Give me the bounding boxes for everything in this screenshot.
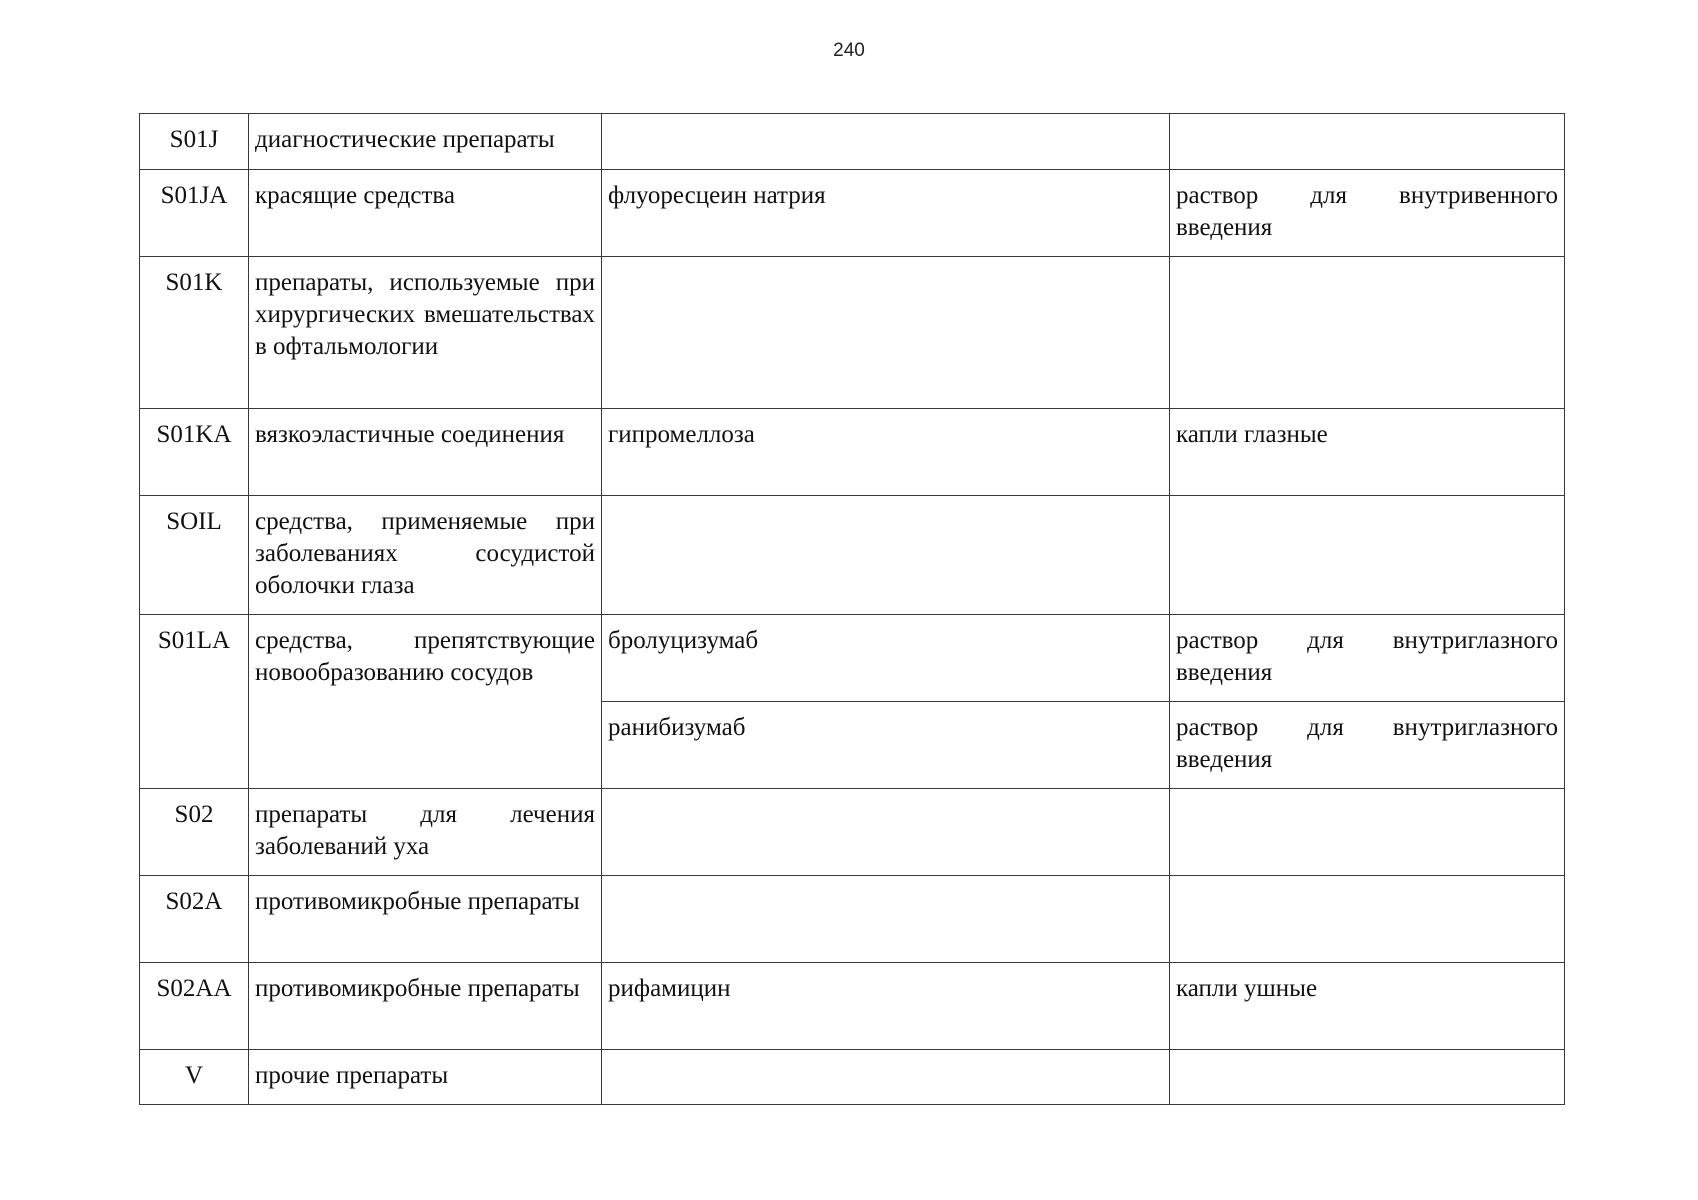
substance-cell: гипромеллоза xyxy=(602,409,1170,496)
substance-cell: флуоресцеин натрия xyxy=(602,170,1170,257)
group-name-cell: диагностические препараты xyxy=(249,114,602,170)
table-row xyxy=(140,409,1565,496)
drug-classification-table xyxy=(139,113,1565,1105)
dosage-form-cell: капли глазные xyxy=(1170,409,1565,496)
atc-code-cell: SOIL xyxy=(140,496,249,615)
atc-code-cell: S01JA xyxy=(140,170,249,257)
atc-code-cell: S02A xyxy=(140,876,249,963)
group-name-cell: вязкоэластичные соединения xyxy=(249,409,602,496)
table-row xyxy=(140,615,1565,702)
atc-code-cell: S01J xyxy=(140,114,249,170)
dosage-form-cell xyxy=(1170,496,1565,615)
table-row xyxy=(140,114,1565,170)
table-row xyxy=(140,496,1565,615)
atc-code-cell: S02 xyxy=(140,789,249,876)
dosage-form-cell xyxy=(1170,789,1565,876)
substance-cell: ранибизумаб xyxy=(602,702,1170,789)
atc-code-cell: S01LA xyxy=(140,615,249,789)
group-name-cell: средства, препятствующие новообразованию сосудов xyxy=(249,615,602,789)
table-row xyxy=(140,257,1565,409)
group-name-cell: прочие препараты xyxy=(249,1050,602,1105)
substance-cell xyxy=(602,876,1170,963)
table-row xyxy=(140,170,1565,257)
page-number: 240 xyxy=(833,40,865,61)
table-row xyxy=(140,876,1565,963)
substance-cell xyxy=(602,496,1170,615)
group-name-cell: противомикробные препараты xyxy=(249,963,602,1050)
dosage-form-cell: раствор для внутриглазного введения xyxy=(1170,702,1565,789)
substance-cell xyxy=(602,257,1170,409)
table-row xyxy=(140,1050,1565,1105)
group-name-cell: препараты, используемые при хирургических вмешательствах в офтальмологии xyxy=(249,257,602,409)
substance-cell: рифамицин xyxy=(602,963,1170,1050)
dosage-form-cell: капли ушные xyxy=(1170,963,1565,1050)
atc-code-cell: S01K xyxy=(140,257,249,409)
group-name-cell: противомикробные препараты xyxy=(249,876,602,963)
table-row xyxy=(140,789,1565,876)
atc-code-cell: S01KA xyxy=(140,409,249,496)
group-name-cell: красящие средства xyxy=(249,170,602,257)
substance-cell xyxy=(602,114,1170,170)
dosage-form-cell xyxy=(1170,1050,1565,1105)
substance-cell xyxy=(602,789,1170,876)
atc-code-cell: S02AA xyxy=(140,963,249,1050)
group-name-cell: препараты для лечения заболеваний уха xyxy=(249,789,602,876)
table-row xyxy=(140,963,1565,1050)
atc-code-cell: V xyxy=(140,1050,249,1105)
dosage-form-cell: раствор для внутривенного введения xyxy=(1170,170,1565,257)
dosage-form-cell: раствор для внутриглазного введения xyxy=(1170,615,1565,702)
substance-cell xyxy=(602,1050,1170,1105)
dosage-form-cell xyxy=(1170,257,1565,409)
dosage-form-cell xyxy=(1170,876,1565,963)
substance-cell: бролуцизумаб xyxy=(602,615,1170,702)
group-name-cell: средства, применяемые при заболеваниях сосудистой оболочки глаза xyxy=(249,496,602,615)
dosage-form-cell xyxy=(1170,114,1565,170)
